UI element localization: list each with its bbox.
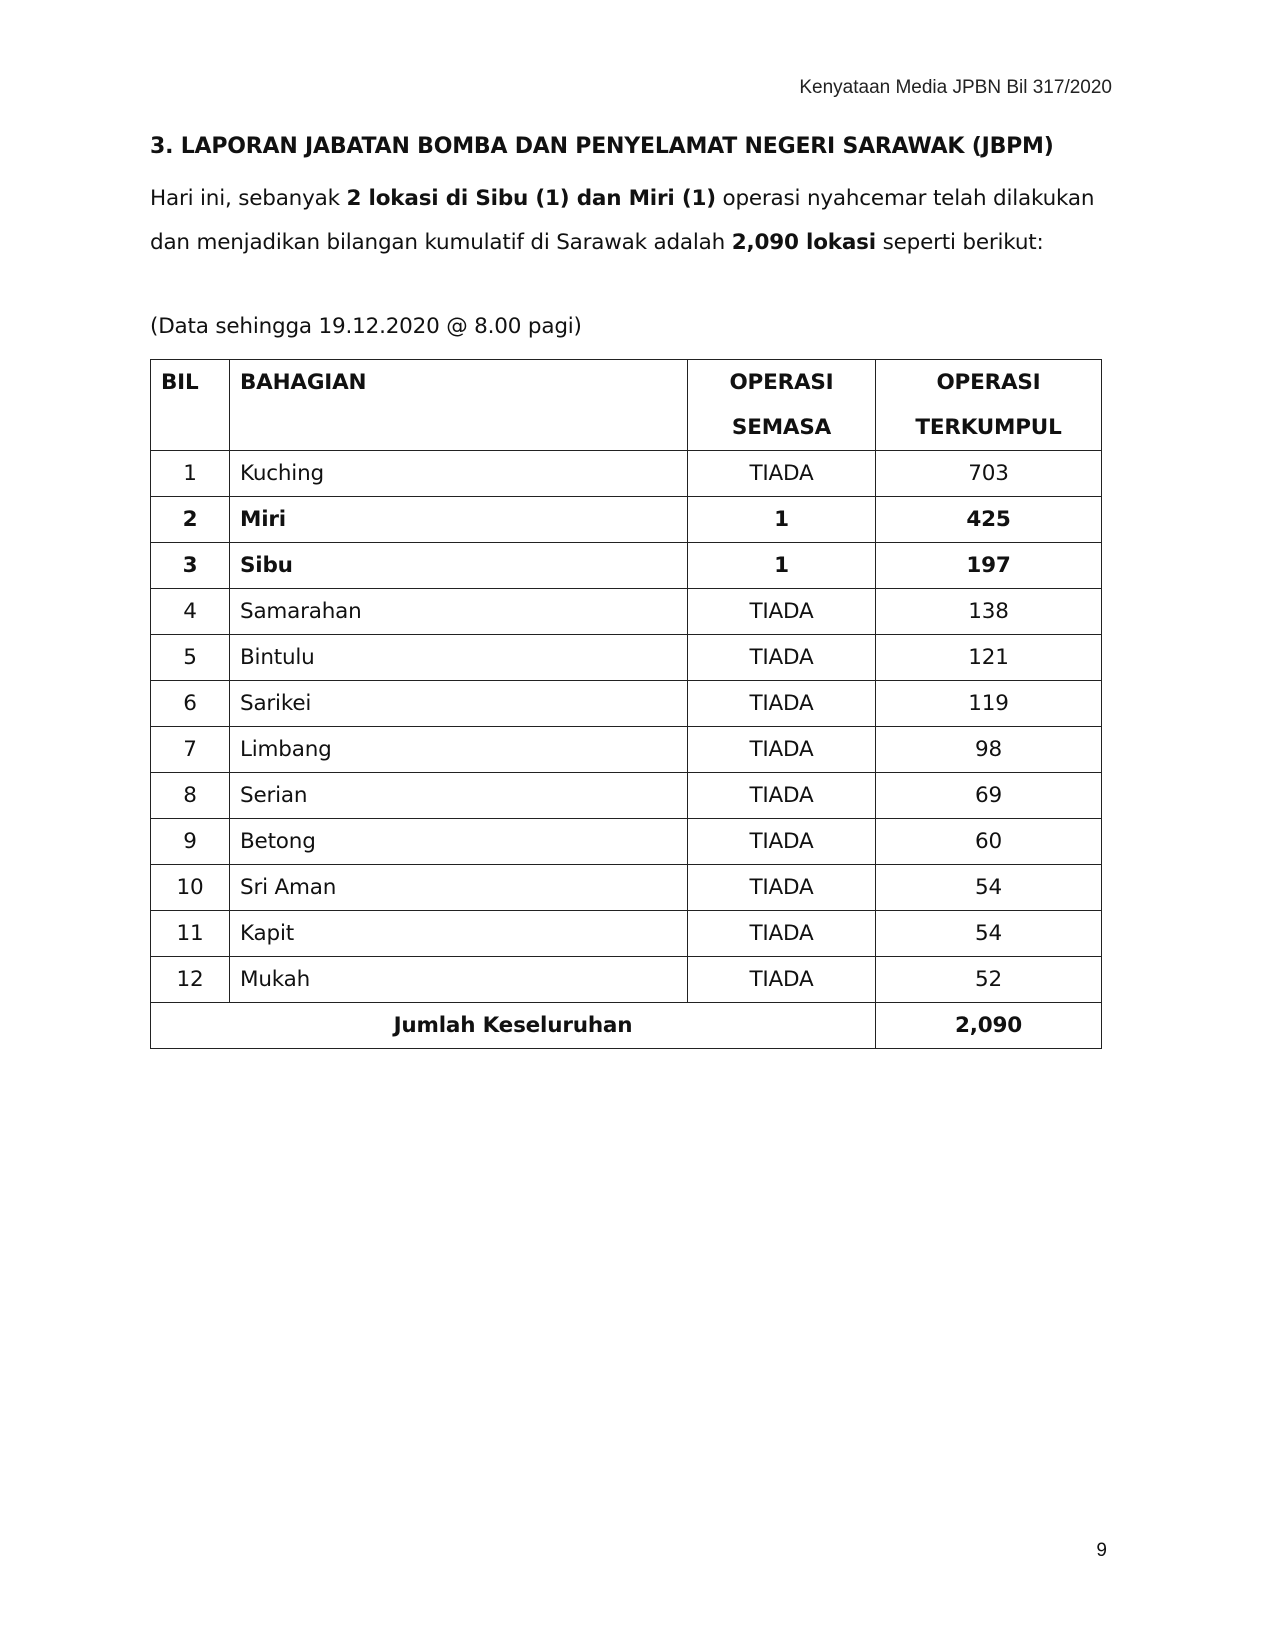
cell-operasi-terkumpul: 52 — [876, 957, 1102, 1003]
cell-bil: 4 — [151, 589, 230, 635]
cell-bil: 5 — [151, 635, 230, 681]
total-label: Jumlah Keseluruhan — [151, 1003, 876, 1049]
header-bil: BIL — [151, 360, 230, 451]
intro-text-2: operasi nyahcemar telah dilakukan dan menjadikan bilangan kumulatif di Sarawak adalah — [150, 186, 1095, 255]
table-row — [151, 635, 1102, 681]
table-body — [151, 451, 1102, 1003]
cell-bahagian: Samarahan — [230, 589, 688, 635]
cell-operasi-semasa: TIADA — [688, 635, 876, 681]
table-row — [151, 727, 1102, 773]
cell-bahagian: Kapit — [230, 911, 688, 957]
table-row — [151, 819, 1102, 865]
table-row — [151, 957, 1102, 1003]
total-value: 2,090 — [876, 1003, 1102, 1049]
intro-paragraph — [150, 177, 1110, 265]
cell-operasi-semasa: TIADA — [688, 681, 876, 727]
data-date-note: (Data sehingga 19.12.2020 @ 8.00 pagi) — [150, 314, 582, 339]
cell-operasi-terkumpul: 54 — [876, 865, 1102, 911]
cell-bahagian: Serian — [230, 773, 688, 819]
cell-bahagian: Limbang — [230, 727, 688, 773]
table-row — [151, 497, 1102, 543]
cell-operasi-terkumpul: 119 — [876, 681, 1102, 727]
cell-bil: 9 — [151, 819, 230, 865]
cell-bil: 6 — [151, 681, 230, 727]
cell-operasi-semasa: TIADA — [688, 957, 876, 1003]
cell-operasi-semasa: TIADA — [688, 773, 876, 819]
cell-operasi-semasa: 1 — [688, 543, 876, 589]
table-row — [151, 773, 1102, 819]
cell-bil: 12 — [151, 957, 230, 1003]
cell-operasi-terkumpul: 54 — [876, 911, 1102, 957]
section-title: 3. LAPORAN JABATAN BOMBA DAN PENYELAMAT NEGERI SARAWAK (JBPM) — [150, 134, 1054, 159]
intro-text-3: seperti berikut: — [875, 230, 1044, 255]
cell-bil: 2 — [151, 497, 230, 543]
cell-operasi-terkumpul: 138 — [876, 589, 1102, 635]
cell-operasi-semasa: TIADA — [688, 819, 876, 865]
operations-table — [150, 359, 1102, 1049]
header-operasi-semasa: OPERASI SEMASA — [688, 360, 876, 451]
cell-bahagian: Miri — [230, 497, 688, 543]
cell-bahagian: Sri Aman — [230, 865, 688, 911]
cell-operasi-terkumpul: 425 — [876, 497, 1102, 543]
intro-bold-locations: 2 lokasi di Sibu (1) dan Miri (1) — [346, 186, 716, 211]
table-row — [151, 681, 1102, 727]
cell-operasi-terkumpul: 703 — [876, 451, 1102, 497]
cell-operasi-semasa: 1 — [688, 497, 876, 543]
cell-bahagian: Sibu — [230, 543, 688, 589]
cell-operasi-terkumpul: 98 — [876, 727, 1102, 773]
table-row — [151, 865, 1102, 911]
cell-bil: 1 — [151, 451, 230, 497]
cell-bahagian: Sarikei — [230, 681, 688, 727]
cell-operasi-terkumpul: 69 — [876, 773, 1102, 819]
document-reference: Kenyataan Media JPBN Bil 317/2020 — [799, 77, 1112, 98]
cell-operasi-semasa: TIADA — [688, 865, 876, 911]
cell-bil: 10 — [151, 865, 230, 911]
table-row — [151, 543, 1102, 589]
cell-bil: 7 — [151, 727, 230, 773]
cell-bahagian: Mukah — [230, 957, 688, 1003]
cell-operasi-terkumpul: 121 — [876, 635, 1102, 681]
intro-text-1: Hari ini, sebanyak — [150, 186, 347, 211]
table-row — [151, 451, 1102, 497]
table-row — [151, 589, 1102, 635]
cell-bil: 11 — [151, 911, 230, 957]
header-bahagian: BAHAGIAN — [230, 360, 688, 451]
table-row — [151, 911, 1102, 957]
cell-bil: 8 — [151, 773, 230, 819]
table-header-row — [151, 360, 1102, 451]
cell-operasi-terkumpul: 60 — [876, 819, 1102, 865]
table-total-row — [151, 1003, 1102, 1049]
intro-bold-total: 2,090 lokasi — [731, 230, 876, 255]
cell-operasi-terkumpul: 197 — [876, 543, 1102, 589]
cell-operasi-semasa: TIADA — [688, 727, 876, 773]
cell-bil: 3 — [151, 543, 230, 589]
cell-bahagian: Bintulu — [230, 635, 688, 681]
cell-bahagian: Kuching — [230, 451, 688, 497]
cell-operasi-semasa: TIADA — [688, 589, 876, 635]
header-operasi-terkumpul: OPERASI TERKUMPUL — [876, 360, 1102, 451]
page-number: 9 — [1096, 1540, 1107, 1561]
cell-bahagian: Betong — [230, 819, 688, 865]
cell-operasi-semasa: TIADA — [688, 911, 876, 957]
cell-operasi-semasa: TIADA — [688, 451, 876, 497]
